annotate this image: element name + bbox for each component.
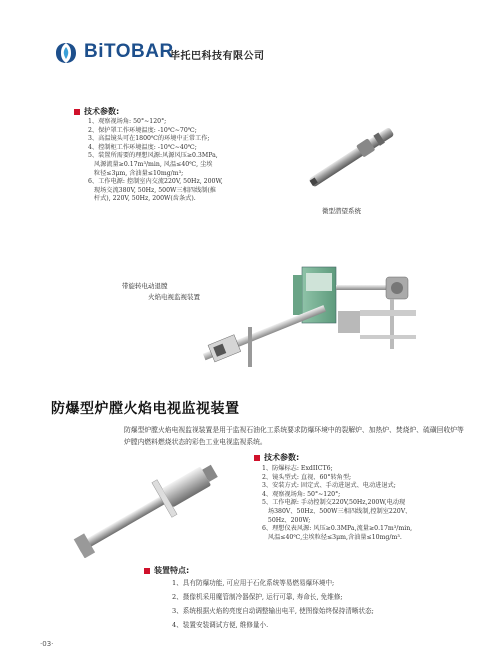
- list-item: 3、系统根据火焰的亮度自动调整输出电平, 使图像始终保持清晰状态;: [172, 607, 374, 615]
- list-item: 风温≤40℃,尘埃粒径≤3μm,含油量≤10mg/m³.: [262, 533, 402, 541]
- list-item: 现场交流380V, 50Hz, 500W三相四线制(推: [88, 186, 216, 194]
- list-item: 场380V、50Hz、500W三相四线制,控制室220V、: [262, 507, 412, 515]
- logo-text: BiTOBAR: [84, 41, 174, 62]
- list-item: 5、装置所需要的理想风源:风源风压≥0.3MPa,: [88, 152, 218, 160]
- list-item: 1、观察视场角: 50°~120°;: [88, 118, 167, 125]
- list-item: 6、工作电源: 控制室内交流220V, 50Hz, 200W,: [88, 178, 223, 186]
- list-item: 4、观察视场角: 50°~120°;: [262, 490, 341, 498]
- heading-text: 技术参数:: [264, 453, 300, 462]
- page-number-value: 03: [42, 640, 52, 648]
- list-item: 3、安装方式: 固定式、手动进退式、电动进退式;: [262, 482, 396, 490]
- list-item: 6、理想仪表风源: 风压≥0.3MPa,流量≥0.17m³/min,: [262, 525, 413, 533]
- list-item: 杆式), 220V, 50Hz, 200W(齿条式).: [88, 195, 196, 203]
- list-item: 粒径≤3μm, 含油量≤10mg/m³;: [88, 169, 184, 177]
- product-description: 防爆型炉膛火焰电视监视装置是用于监视石油化工系统要求防爆环境中的裂解炉、加热炉、焚烧炉、硫磺回收炉等炉膛内燃料燃烧状态的彩色工业电视监视系统。: [124, 426, 464, 446]
- features-list: [172, 576, 374, 632]
- micro-periscope-caption: 微型潜望系统: [322, 207, 361, 215]
- list-item: 5、工作电源: 手动控制交220V,50Hz,200W,电动现: [262, 499, 406, 507]
- list-item: 风源流量≥0.17m³/min, 风温≤40℃, 尘埃: [88, 160, 213, 168]
- list-item: 1、具有防爆功能, 可应用于石化系统等易燃易爆环境中;: [172, 579, 335, 587]
- page-number-dash: ·: [40, 640, 43, 648]
- list-item: 1、防爆标志: ExdIICT6;: [262, 465, 333, 472]
- bullet-square-icon: [144, 568, 150, 574]
- list-item: 2、保护罩工作环境温度: -10℃~70℃;: [88, 126, 197, 134]
- list-item: 50Hz、200W;: [262, 516, 311, 524]
- list-item: 2、镜头型式: 直视、60°转角型;: [262, 473, 352, 481]
- page-title: 防爆型炉膛火焰电视监视装置: [51, 401, 240, 417]
- list-item: 2、摄像机采用魔管制冷器保护, 运行可靠, 寿命长, 免维修;: [172, 593, 343, 601]
- bullet-square-icon: [254, 455, 260, 461]
- tech-params-list-1: [88, 118, 223, 204]
- retract-device-caption-1: 带旋转电动退膛: [122, 282, 168, 290]
- bullet-square-icon: [74, 109, 80, 115]
- tech-params-list-2: [262, 465, 412, 542]
- page-number: [40, 640, 53, 648]
- list-item: 4、控制柜工作环境温度: -10℃~40℃;: [88, 143, 197, 151]
- list-item: 4、装置安装调试方便, 维修量小.: [172, 621, 269, 629]
- heading-text: 装置特点:: [154, 566, 190, 575]
- list-item: 3、高温镜头可在1800℃的环境中正常工作;: [88, 135, 210, 143]
- bitobar-logo-icon: [52, 40, 80, 66]
- company-name: 毕托巴科技有限公司: [170, 51, 265, 62]
- tech-params-heading-2: [254, 452, 299, 463]
- micro-periscope-image: [302, 112, 402, 204]
- page-number-dash: ·: [51, 640, 54, 648]
- heading-text: 技术参数:: [84, 107, 120, 116]
- explosion-proof-device-image: [68, 458, 228, 558]
- tech-params-heading-1: [74, 106, 119, 117]
- retract-device-image: [190, 255, 420, 373]
- features-heading: [144, 565, 189, 576]
- retract-device-caption-2: 火焰电视监视装置: [148, 293, 200, 301]
